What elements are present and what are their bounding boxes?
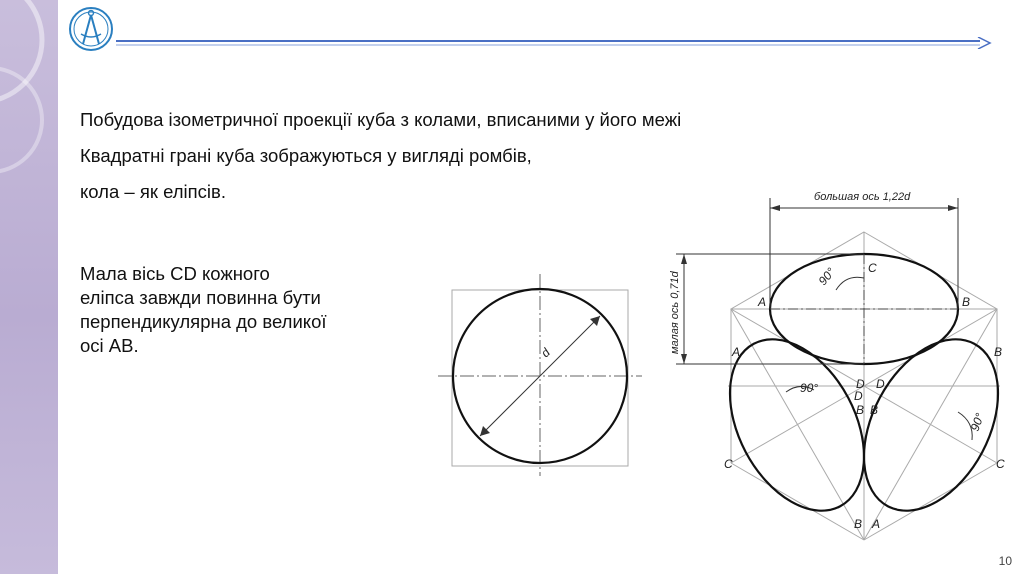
point-label-d: D bbox=[854, 389, 863, 403]
slide-heading: Побудова ізометричної проекції куба з колами, вписаними у його межі bbox=[80, 109, 682, 130]
minor-axis-label: малая ось 0,71d bbox=[669, 271, 681, 354]
slide-line-3: кола – як еліпсів. bbox=[80, 181, 227, 202]
circle-diameter-label: d bbox=[538, 345, 553, 361]
slide-line-2: Квадратні грані куба зображуються у вигляді ромбів, bbox=[80, 145, 532, 166]
major-axis-label: большая ось 1,22d bbox=[814, 191, 911, 203]
point-label-a: A bbox=[758, 295, 767, 309]
axis-note bbox=[80, 262, 430, 358]
note-line: Мала вісь CD кожного bbox=[80, 263, 270, 284]
point-label-a: A bbox=[732, 345, 741, 359]
decorative-sidebar bbox=[0, 0, 58, 574]
point-label-d: D bbox=[876, 377, 885, 391]
sidebar-arcs bbox=[0, 0, 58, 574]
point-label-a: A bbox=[872, 517, 881, 531]
note-line: еліпса завжди повинна бути bbox=[80, 287, 321, 308]
note-line: осі АВ. bbox=[80, 335, 139, 356]
slide-text bbox=[80, 102, 681, 210]
note-line: перпендикулярна до великої bbox=[80, 311, 327, 332]
point-label-c: C bbox=[868, 261, 877, 275]
point-label-b: B bbox=[856, 403, 865, 417]
angle-label-top: 90° bbox=[815, 265, 838, 288]
isometric-cube-figure bbox=[628, 178, 1024, 574]
point-label-b: B bbox=[994, 345, 1003, 359]
angle-label-left: 90° bbox=[800, 381, 819, 395]
point-label-b: B bbox=[962, 295, 971, 309]
compass-logo-icon bbox=[66, 4, 116, 54]
point-label-c: C bbox=[996, 457, 1005, 471]
point-label-c: C bbox=[724, 457, 733, 471]
angle-label-right: 90° bbox=[967, 411, 988, 434]
point-label-d: D bbox=[856, 377, 865, 391]
circle-in-square-figure bbox=[438, 262, 648, 482]
page-number: 10 bbox=[998, 554, 1012, 568]
header-arrow-line bbox=[116, 37, 992, 49]
point-label-b: B bbox=[854, 517, 863, 531]
point-label-b: B bbox=[870, 403, 879, 417]
